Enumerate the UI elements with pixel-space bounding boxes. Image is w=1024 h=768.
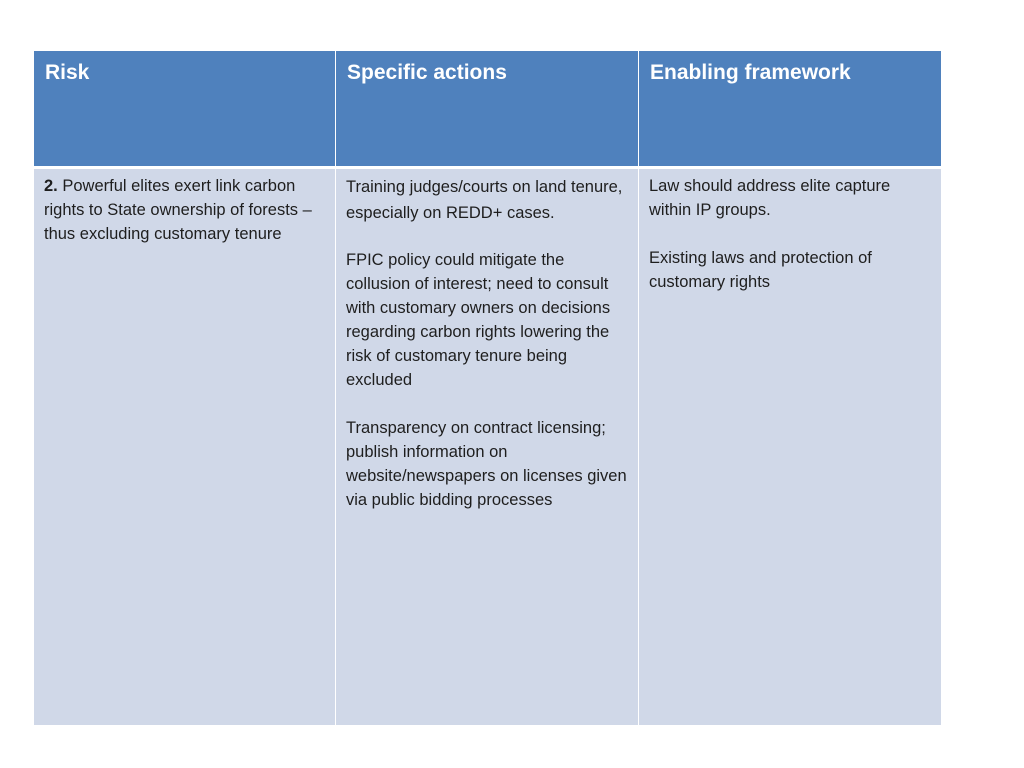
framework-paragraph: Law should address elite capture within IP groups. — [649, 177, 891, 219]
risk-paragraph — [44, 174, 325, 246]
header-enabling-framework: Enabling framework — [639, 51, 941, 166]
header-specific-actions: Specific actions — [336, 51, 638, 166]
cell-risk — [34, 169, 335, 725]
risk-text: Powerful elites exert link carbon rights to State ownership of forests – thus excluding customary tenure — [44, 177, 312, 243]
framework-paragraph: Existing laws and protection of customary rights — [649, 249, 872, 291]
risk-number: 2. — [44, 177, 58, 195]
header-risk: Risk — [34, 51, 335, 166]
risk-table — [34, 51, 941, 725]
cell-enabling-framework — [639, 169, 941, 725]
action-paragraph: Training judges/courts on land tenure, especially on REDD+ cases. — [346, 178, 623, 222]
action-paragraph: Transparency on contract licensing; publish information on website/newspapers on licenses given via public bidding processes — [346, 419, 627, 509]
action-paragraph: FPIC policy could mitigate the collusion of interest; need to consult with customary owners on decisions regarding carbon rights lowering the risk of customary tenure being excluded — [346, 251, 611, 389]
cell-specific-actions — [336, 169, 638, 725]
